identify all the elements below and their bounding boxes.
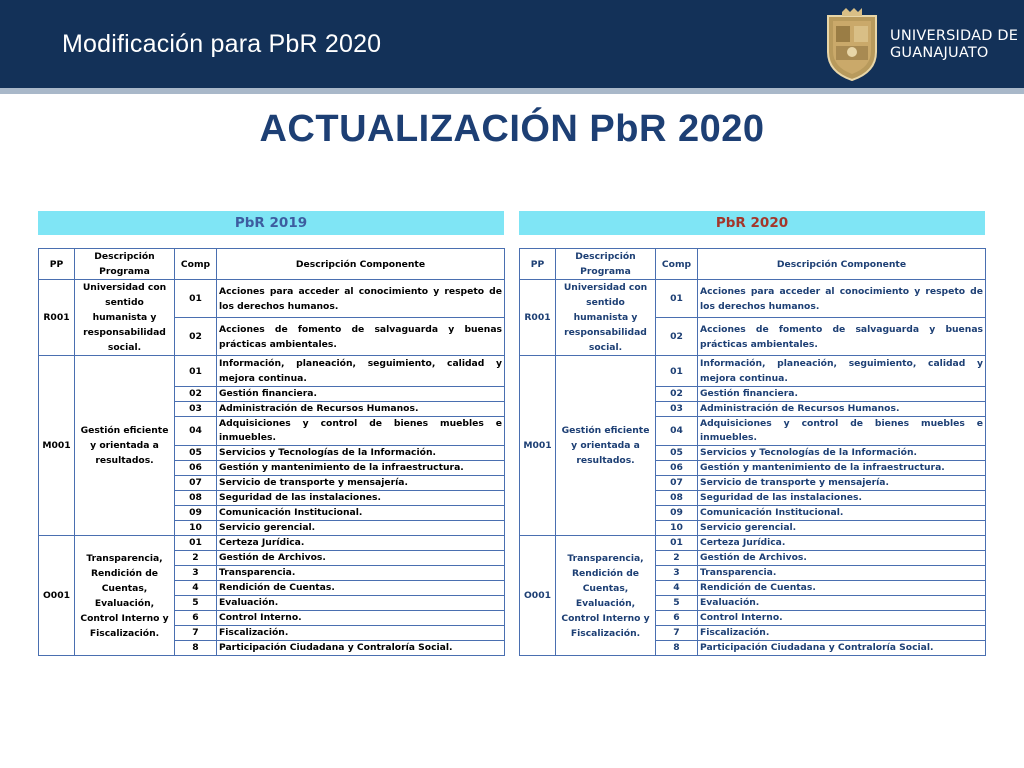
header-component: Descripción Componente [698,249,986,280]
component-description: Rendición de Cuentas. [698,581,986,596]
component-description: Transparencia. [217,566,505,581]
component-number: 08 [175,491,217,506]
component-description: Gestión financiera. [217,387,505,402]
component-number: 01 [175,280,217,318]
component-description: Servicios y Tecnologías de la Información. [217,446,505,461]
program-code: R001 [520,280,556,356]
program-description: Transparencia, Rendición de Cuentas, Evaluación, Control Interno y Fiscalización. [75,536,175,656]
header-component: Descripción Componente [217,249,505,280]
component-number: 03 [656,402,698,417]
component-description: Transparencia. [698,566,986,581]
table-row [520,356,986,387]
component-number: 01 [175,356,217,387]
component-number: 04 [175,417,217,446]
university-name-line-2: GUANAJUATO [890,45,989,61]
component-number: 05 [175,446,217,461]
component-number: 4 [656,581,698,596]
component-description: Servicio gerencial. [698,521,986,536]
component-number: 09 [656,506,698,521]
table-pbr-2020 [519,248,986,656]
component-description: Evaluación. [217,596,505,611]
component-description: Rendición de Cuentas. [217,581,505,596]
component-number: 01 [175,536,217,551]
component-number: 4 [175,581,217,596]
component-description: Participación Ciudadana y Contraloría Social. [217,641,505,656]
university-crest-icon [822,8,882,82]
component-description: Fiscalización. [698,626,986,641]
component-number: 02 [175,387,217,402]
component-number: 01 [656,536,698,551]
table-row [39,536,505,551]
program-description: Gestión eficiente y orientada a resultados. [75,356,175,536]
component-number: 5 [656,596,698,611]
component-number: 05 [656,446,698,461]
component-description: Administración de Recursos Humanos. [698,402,986,417]
component-number: 5 [175,596,217,611]
component-description: Seguridad de las instalaciones. [217,491,505,506]
component-number: 10 [175,521,217,536]
component-number: 07 [656,476,698,491]
component-description: Control Interno. [698,611,986,626]
table-row [520,280,986,318]
component-number: 6 [656,611,698,626]
header-program: Descripción Programa [75,249,175,280]
component-number: 03 [175,402,217,417]
component-description: Servicios y Tecnologías de la Información. [698,446,986,461]
component-description: Información, planeación, seguimiento, calidad y mejora continua. [217,356,505,387]
component-description: Gestión de Archivos. [698,551,986,566]
component-number: 8 [175,641,217,656]
component-description: Acciones de fomento de salvaguarda y buenas prácticas ambientales. [217,318,505,356]
university-name-line-1: UNIVERSIDAD DE [890,28,1019,44]
table-row [39,356,505,387]
component-description: Acciones de fomento de salvaguarda y buenas prácticas ambientales. [698,318,986,356]
component-number: 07 [175,476,217,491]
component-number: 2 [656,551,698,566]
component-number: 6 [175,611,217,626]
component-description: Servicio de transporte y mensajería. [217,476,505,491]
component-number: 8 [656,641,698,656]
component-description: Comunicación Institucional. [698,506,986,521]
component-number: 3 [656,566,698,581]
component-description: Gestión y mantenimiento de la infraestructura. [217,461,505,476]
header-pp: PP [39,249,75,280]
page-title: ACTUALIZACIÓN PbR 2020 [259,108,765,150]
component-description: Administración de Recursos Humanos. [217,402,505,417]
header-comp: Comp [175,249,217,280]
component-number: 09 [175,506,217,521]
component-number: 08 [656,491,698,506]
university-name [890,28,1018,62]
component-description: Fiscalización. [217,626,505,641]
slide-header-title: Modificación para PbR 2020 [62,30,382,58]
component-number: 02 [656,387,698,402]
program-description: Universidad con sentido humanista y responsabilidad social. [556,280,656,356]
program-code: R001 [39,280,75,356]
component-number: 01 [656,280,698,318]
component-number: 02 [656,318,698,356]
component-number: 3 [175,566,217,581]
program-code: M001 [520,356,556,536]
header-comp: Comp [656,249,698,280]
component-number: 7 [656,626,698,641]
program-description: Universidad con sentido humanista y responsabilidad social. [75,280,175,356]
component-description: Evaluación. [698,596,986,611]
header-divider [0,88,1024,94]
program-code: O001 [520,536,556,656]
table-pbr-2019 [38,248,505,656]
component-description: Seguridad de las instalaciones. [698,491,986,506]
header-pp: PP [520,249,556,280]
component-number: 7 [175,626,217,641]
table-row [520,536,986,551]
component-description: Servicio gerencial. [217,521,505,536]
component-description: Adquisiciones y control de bienes muebles e inmuebles. [698,417,986,446]
component-description: Gestión y mantenimiento de la infraestructura. [698,461,986,476]
component-number: 01 [656,356,698,387]
component-description: Acciones para acceder al conocimiento y respeto de los derechos humanos. [217,280,505,318]
banner-pbr-2020: PbR 2020 [519,211,985,235]
component-description: Acciones para acceder al conocimiento y respeto de los derechos humanos. [698,280,986,318]
component-description: Control Interno. [217,611,505,626]
component-description: Servicio de transporte y mensajería. [698,476,986,491]
component-number: 2 [175,551,217,566]
component-description: Comunicación Institucional. [217,506,505,521]
banner-pbr-2019: PbR 2019 [38,211,504,235]
header-program: Descripción Programa [556,249,656,280]
component-number: 10 [656,521,698,536]
program-code: O001 [39,536,75,656]
component-description: Participación Ciudadana y Contraloría Social. [698,641,986,656]
component-description: Certeza Jurídica. [698,536,986,551]
component-description: Gestión financiera. [698,387,986,402]
program-code: M001 [39,356,75,536]
component-number: 04 [656,417,698,446]
component-number: 06 [656,461,698,476]
component-description: Adquisiciones y control de bienes muebles e inmuebles. [217,417,505,446]
program-description: Transparencia, Rendición de Cuentas, Evaluación, Control Interno y Fiscalización. [556,536,656,656]
component-number: 02 [175,318,217,356]
component-description: Información, planeación, seguimiento, calidad y mejora continua. [698,356,986,387]
table-row [39,280,505,318]
component-description: Certeza Jurídica. [217,536,505,551]
component-number: 06 [175,461,217,476]
component-description: Gestión de Archivos. [217,551,505,566]
program-description: Gestión eficiente y orientada a resultados. [556,356,656,536]
